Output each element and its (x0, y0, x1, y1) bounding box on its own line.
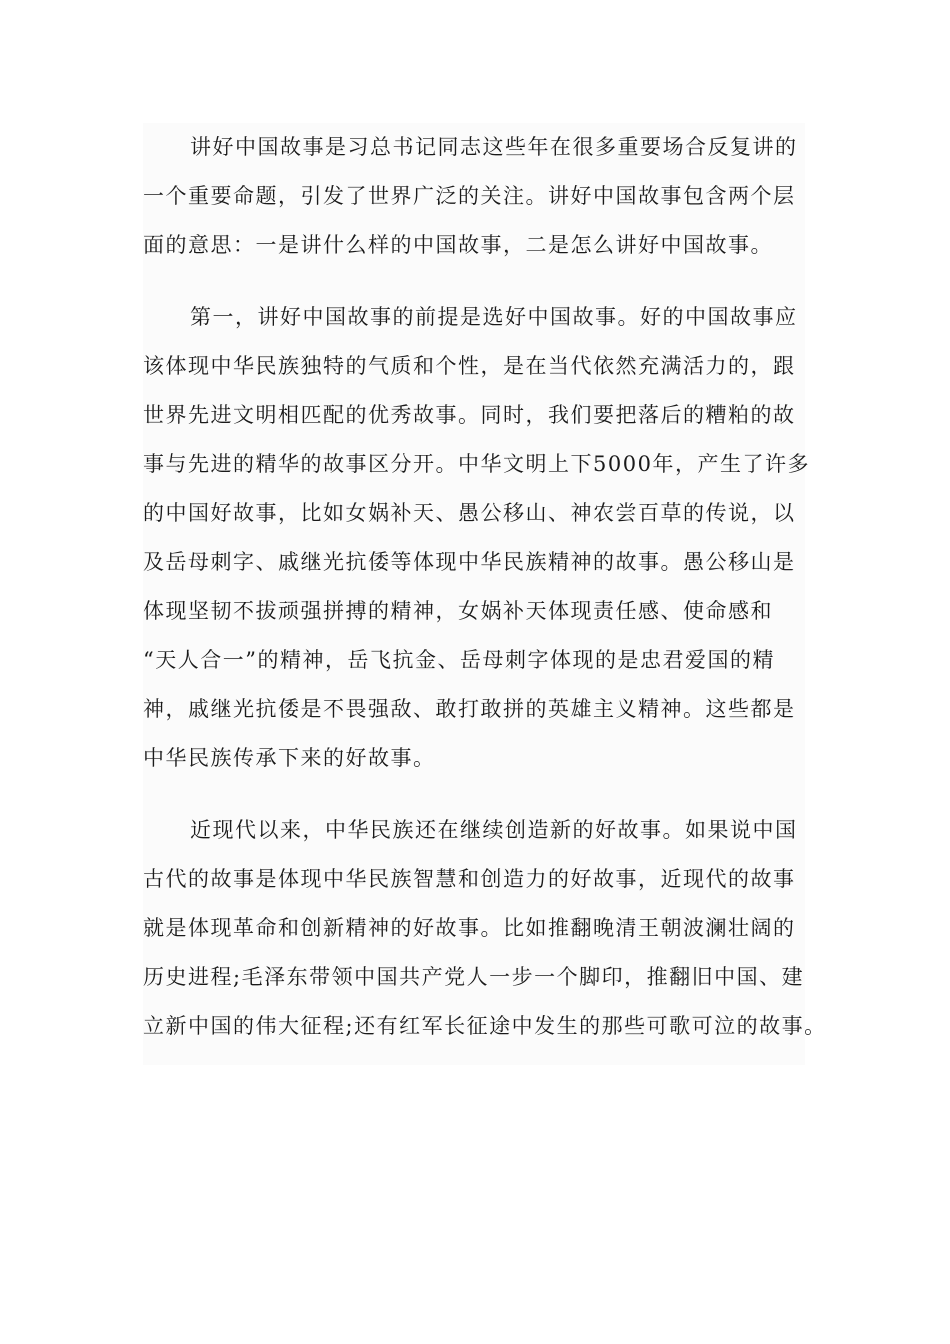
paragraph-3-line-2: 古代的故事是体现中华民族智慧和创造力的好故事，近现代的故事 (143, 867, 796, 891)
paragraph-2-line-8: “天人合一”的精神，岳飞抗金、岳母刺字体现的是忠君爱国的精 (143, 648, 775, 672)
paragraph-spacer (143, 270, 805, 293)
paragraph-1-line-3: 面的意思：一是讲什么样的中国故事，二是怎么讲好中国故事。 (143, 233, 773, 257)
paragraph-2-line-7: 体现坚韧不拔顽强拼搏的精神，女娲补天体现责任感、使命感和 (143, 599, 773, 623)
body-text (143, 123, 827, 1065)
paragraph-1 (143, 123, 805, 270)
paragraph-2-line-10: 中华民族传承下来的好故事。 (143, 746, 436, 770)
paragraph-3-line-1: 近现代以来，中华民族还在继续创造新的好故事。如果说中国 (190, 818, 798, 842)
paragraph-2-line-1: 第一，讲好中国故事的前提是选好中国故事。好的中国故事应 (190, 305, 798, 329)
paragraph-2-line-3: 世界先进文明相匹配的优秀故事。同时，我们要把落后的糟粕的故 (143, 403, 796, 427)
paragraph-1-line-2: 一个重要命题，引发了世界广泛的关注。讲好中国故事包含两个层 (143, 184, 796, 208)
paragraph-1-line-1: 讲好中国故事是习总书记同志这些年在很多重要场合反复讲的 (190, 135, 798, 159)
paragraph-2-line-2: 该体现中华民族独特的气质和个性，是在当代依然充满活力的，跟 (143, 354, 796, 378)
paragraph-2-line-4: 事与先进的精华的故事区分开。中华文明上下5000年，产生了许多 (143, 452, 810, 476)
paragraph-2-line-6: 及岳母刺字、戚继光抗倭等体现中华民族精神的故事。愚公移山是 (143, 550, 796, 574)
paragraph-3-line-5: 立新中国的伟大征程;还有红军长征途中发生的那些可歌可泣的故事。 (143, 1014, 827, 1038)
paragraph-3-line-4: 历史进程;毛泽东带领中国共产党人一步一个脚印，推翻旧中国、建 (143, 965, 805, 989)
paragraph-3-line-3: 就是体现革命和创新精神的好故事。比如推翻晚清王朝波澜壮阔的 (143, 916, 796, 940)
paragraph-2-line-9: 神，戚继光抗倭是不畏强敌、敢打敢拼的英雄主义精神。这些都是 (143, 697, 796, 721)
paragraph-3 (143, 806, 827, 1051)
paragraph-2 (143, 293, 810, 783)
paragraph-spacer (143, 783, 805, 806)
paragraph-2-line-5: 的中国好故事，比如女娲补天、愚公移山、神农尝百草的传说，以 (143, 501, 796, 525)
